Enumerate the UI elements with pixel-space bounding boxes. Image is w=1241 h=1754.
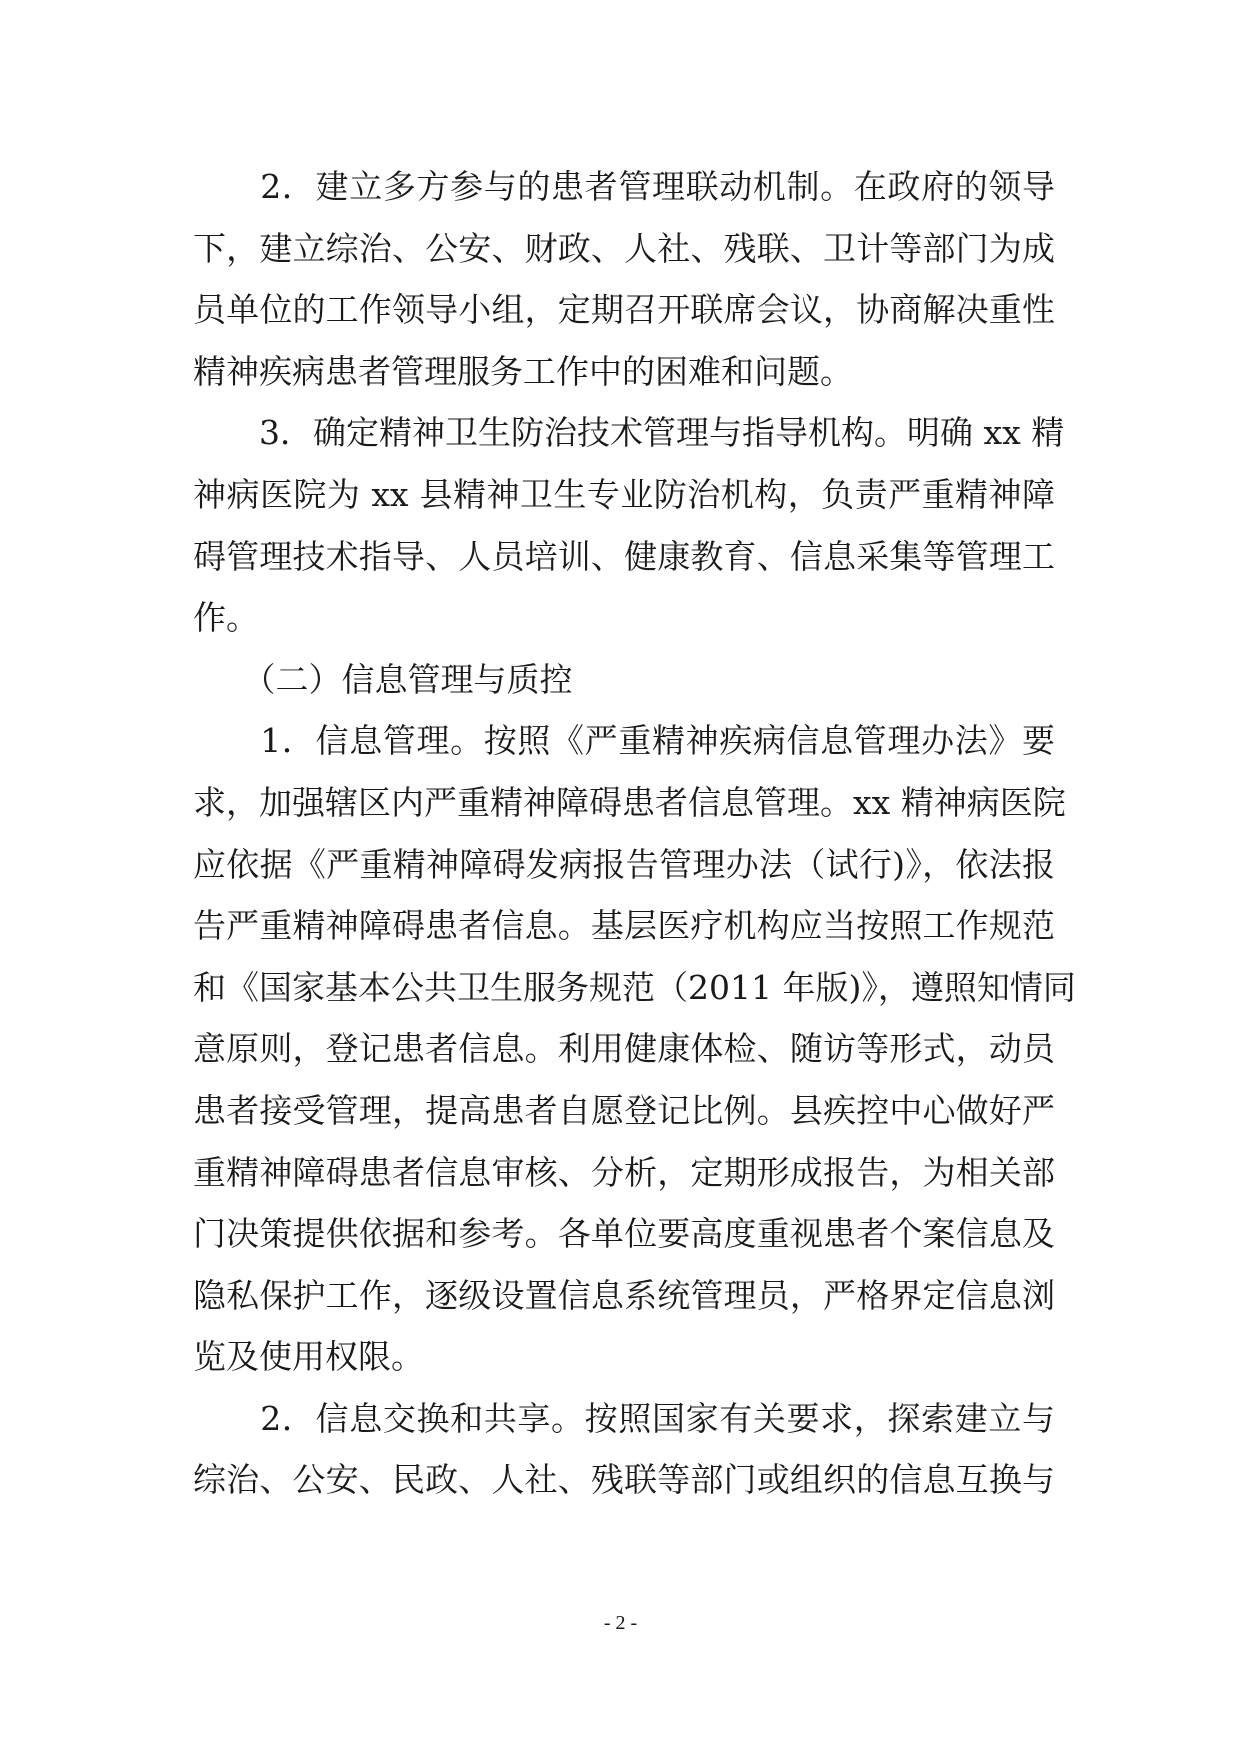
text-line: 应依据《严重精神障碍发病报告管理办法（试行)》，依法报 <box>193 844 1055 884</box>
text-line: 碍管理技术指导、人员培训、健康教育、信息采集等管理工 <box>193 536 1055 576</box>
text-line: 2．建立多方参与的患者管理联动机制。在政府的领导 <box>193 167 1055 206</box>
text-line: 览及使用权限。 <box>193 1337 424 1377</box>
text-line: 告严重精神障碍患者信息。基层医疗机构应当按照工作规范 <box>193 906 1055 946</box>
text-line: 患者接受管理，提高患者自愿登记比例。县疾控中心做好严 <box>193 1090 1055 1130</box>
text-line: 综治、公安、民政、人社、残联等部门或组织的信息互换与 <box>193 1460 1055 1500</box>
text-line: 和《国家基本公共卫生服务规范（2011 年版)》，遵照知情同 <box>193 967 1076 1007</box>
text-line: 隐私保护工作，逐级设置信息系统管理员，严格界定信息浏 <box>193 1275 1055 1315</box>
text-line: 精神疾病患者管理服务工作中的困难和问题。 <box>193 351 853 391</box>
text-line: （二）信息管理与质控 <box>193 659 573 699</box>
text-line: 1．信息管理。按照《严重精神疾病信息管理办法》要 <box>193 721 1055 761</box>
text-line: 2．信息交换和共享。按照国家有关要求，探索建立与 <box>193 1398 1055 1438</box>
text-line: 门决策提供依据和参考。各单位要高度重视患者个案信息及 <box>193 1214 1055 1254</box>
page-number: - 2 - <box>603 1612 638 1634</box>
document-body <box>193 156 1076 1511</box>
text-line: 3．确定精神卫生防治技术管理与指导机构。明确 xx 精 <box>193 413 1065 453</box>
text-line: 意原则，登记患者信息。利用健康体检、随访等形式，动员 <box>193 1029 1055 1069</box>
text-line: 重精神障碍患者信息审核、分析，定期形成报告，为相关部 <box>193 1152 1055 1192</box>
text-line: 下，建立综治、公安、财政、人社、残联、卫计等部门为成 <box>193 228 1055 268</box>
text-line: 作。 <box>193 598 259 638</box>
text-line: 神病医院为 xx 县精神卫生专业防治机构，负责严重精神障 <box>193 474 1055 514</box>
text-line: 求，加强辖区内严重精神障碍患者信息管理。xx 精神病医院 <box>193 782 1066 822</box>
text-line: 员单位的工作领导小组，定期召开联席会议，协商解决重性 <box>193 290 1055 330</box>
